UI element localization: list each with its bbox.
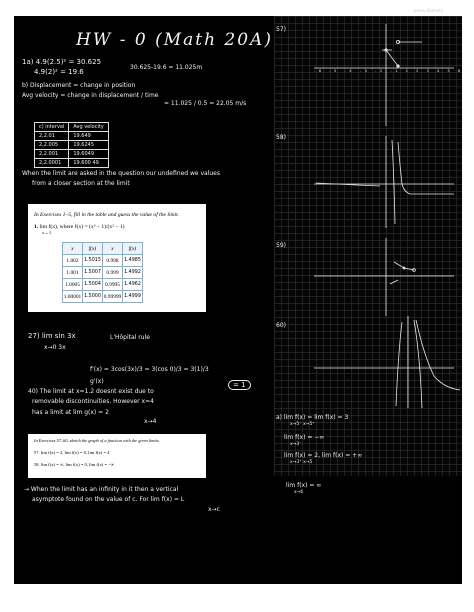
- limit-table: [62, 242, 143, 303]
- note-d1: When the limit are asked in the question our undefined we values: [22, 170, 220, 177]
- note-40a: 40) The limit at x=1.2 doesnt exist due to: [28, 388, 154, 395]
- table-cell: 1.00001: [63, 291, 83, 303]
- note-bottom-1: → When the limit has an infinity in it then a vertical: [24, 486, 179, 493]
- answer-a: a) lim f(x) = lim f(x) = 3: [276, 414, 349, 421]
- answer-box: = 1: [228, 380, 251, 390]
- problem-subscript: x→1: [42, 230, 52, 235]
- problem-number: 1.: [34, 224, 39, 230]
- table-row: [35, 132, 109, 141]
- table-cell: 1.001: [63, 267, 83, 279]
- exercise-58: 58. lim f(x) = ∞, lim f(x) = 0, lim f(x) = −∞: [34, 462, 115, 467]
- table-cell: 1.5015: [83, 255, 103, 267]
- table-cell: 1.5000: [83, 291, 103, 303]
- note-bottom-2: asymptote found on the value of c. For lim f(x) = L: [32, 496, 185, 503]
- note-27a: 27) lim sin 3x: [28, 332, 76, 340]
- note-27b: x→0 3x: [44, 344, 66, 351]
- table-header-cell: c) interval: [35, 123, 69, 132]
- problem-text: lim f(x), where f(x) = (x³ − 1)/(x² − 1): [39, 224, 125, 230]
- note-bottom-3: x→c: [208, 506, 220, 513]
- table-row: [35, 159, 109, 168]
- answer-d-sub: x→6: [294, 490, 304, 495]
- note-b1: b) Displacement = change in position: [22, 82, 136, 89]
- table-cell: 1.4985: [123, 255, 143, 267]
- table-header-cell: x: [103, 243, 123, 255]
- answer-c-sub: x→3⁺ x→5: [290, 460, 313, 465]
- table-header-cell: Avg velocity: [69, 123, 108, 132]
- table-header-cell: x: [63, 243, 83, 255]
- note-27d: f'(x) = 3cos(3x)/3 = 3(cos 0)/3 = 3(1)/3: [90, 366, 209, 373]
- table-cell: 1.002: [63, 255, 83, 267]
- table-row: [63, 255, 143, 267]
- table-row: [35, 150, 109, 159]
- axis-ticks: -6 -5 -4 -3 -2 -1 1 2 3 4 5 6 7: [314, 69, 474, 73]
- exercise-label: 57): [276, 26, 286, 33]
- page-title: HW - 0 (Math 20A): [76, 30, 273, 50]
- note-d2: from a closer section at the limit: [32, 180, 130, 187]
- exercise-57: 57. lim f(x) = 2, lim f(x) = 0, lim f(x) = 4: [34, 450, 110, 455]
- table-cell: 19.6049: [69, 150, 108, 159]
- note-27e: g'(x): [90, 378, 104, 385]
- student-name: Ioana Stamate: [414, 8, 444, 13]
- note-b3: = 11.025 / 0.5 = 22.05 m/s: [164, 100, 247, 107]
- textbook-exercise-1: [28, 204, 206, 312]
- table-cell: 0.99999: [103, 291, 123, 303]
- table-cell: 19.600 49: [69, 159, 108, 168]
- table-cell: 1.4999: [123, 291, 143, 303]
- note-1b: 4.9(2)² = 19.6: [34, 68, 84, 76]
- exercise-problem: [34, 224, 125, 235]
- exercise-label: 60): [276, 322, 286, 329]
- note-1a: 1a) 4.9(2.5)² = 30.625: [22, 58, 102, 66]
- exercise-label: 59): [276, 242, 286, 249]
- table-row: [63, 243, 143, 255]
- table-row: [63, 291, 143, 303]
- table-row: [63, 267, 143, 279]
- table-cell: 1.0005: [63, 279, 83, 291]
- answer-c: lim f(x) = 2, lim f(x) = +∞: [284, 452, 363, 459]
- table-cell: 0.998: [103, 255, 123, 267]
- table-cell: 2,2.01: [35, 132, 69, 141]
- note-40d: x→4: [144, 418, 157, 425]
- table-cell: 0.9995: [103, 279, 123, 291]
- exercise-instruction: In Exercises 57–60, sketch the graph of a function with the given limits.: [34, 438, 160, 443]
- table-row: [63, 279, 143, 291]
- table-header-cell: f(x): [83, 243, 103, 255]
- answer-a-sub: x→5⁻ x→5⁺: [290, 422, 315, 427]
- textbook-exercise-2: [28, 434, 206, 478]
- graph-grid-panel: [274, 8, 474, 476]
- table-cell: 1.5004: [83, 279, 103, 291]
- table-cell: 1.5007: [83, 267, 103, 279]
- table-row: [35, 141, 109, 150]
- table-cell: 19.6245: [69, 141, 108, 150]
- table-cell: 2,2.0001: [35, 159, 69, 168]
- velocity-table: [34, 122, 109, 168]
- notebook-page: [14, 8, 474, 584]
- table-cell: 19.649: [69, 132, 108, 141]
- answer-b: lim f(x) = −∞: [284, 434, 325, 441]
- table-cell: 2,2.005: [35, 141, 69, 150]
- graph-sketches: [274, 16, 462, 476]
- note-40b: removable discontinuities. However x=4: [32, 398, 154, 405]
- table-cell: 1.4992: [123, 267, 143, 279]
- note-27c: L'Hôpital rule: [110, 334, 150, 341]
- answer-d: lim f(x) = ∞: [286, 482, 322, 489]
- note-1c: 30.625-19.6 = 11.025m: [130, 64, 203, 71]
- table-row: [35, 123, 109, 132]
- table-header-cell: f(x): [123, 243, 143, 255]
- answer-b-sub: x→3⁻: [290, 442, 302, 447]
- note-b2: Avg velocity = change in displacement / time: [22, 92, 159, 99]
- exercise-instruction: In Exercises 1–5, fill in the table and guess the value of the limit.: [34, 212, 180, 218]
- exercise-label: 58): [276, 134, 286, 141]
- table-cell: 1.4962: [123, 279, 143, 291]
- table-cell: 0.999: [103, 267, 123, 279]
- note-40c: has a limit at lim g(x) = 2: [32, 409, 109, 416]
- table-cell: 2,2.001: [35, 150, 69, 159]
